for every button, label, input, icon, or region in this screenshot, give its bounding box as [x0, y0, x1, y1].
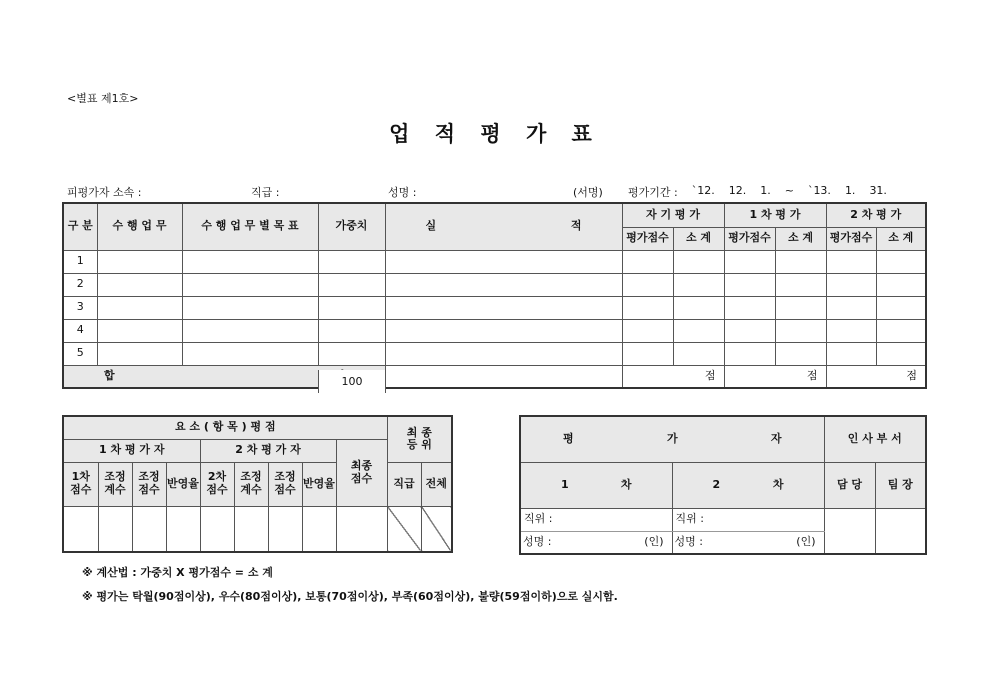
final-grade-header: 최 종 등 위 [387, 416, 452, 462]
evaluation-period [628, 184, 887, 200]
second-adj-coef-col: 조정 계수 [234, 462, 268, 506]
row-number: 4 [63, 319, 97, 342]
final-score-header: 최종 점수 [336, 439, 387, 506]
table-row [63, 342, 926, 365]
row-number: 1 [63, 250, 97, 273]
evaluator-header-c: 자 [770, 431, 782, 445]
cell-goal[interactable] [182, 273, 318, 296]
team-lead-sign-cell[interactable] [875, 508, 926, 554]
cell-weight[interactable] [318, 296, 385, 319]
second-evaluator-col [672, 462, 824, 508]
row-number: 2 [63, 273, 97, 296]
cell-task[interactable] [97, 296, 182, 319]
cell-first-subtotal[interactable] [775, 319, 826, 342]
header-goal: 수 행 업 무 별 목 표 [182, 203, 318, 250]
element-rating-title: 요 소 ( 항 목 ) 평 점 [63, 416, 387, 439]
first-total: 점 [724, 365, 826, 388]
cell-second-score[interactable] [826, 319, 876, 342]
cell-first-subtotal[interactable] [775, 250, 826, 273]
first-position-field[interactable]: 직위 : [520, 508, 672, 531]
self-score-header: 평가점수 [622, 227, 673, 250]
period-label: 평가기간 : [628, 186, 678, 199]
self-total: 점 [622, 365, 724, 388]
total-result [385, 365, 622, 388]
cell-first-subtotal[interactable] [775, 273, 826, 296]
header-weight: 가중치 [318, 203, 385, 250]
total-weight: 100 [318, 370, 386, 393]
evaluator-header-b: 가 [666, 431, 678, 445]
cell-second-adj-score[interactable] [268, 506, 302, 552]
header-task: 수 행 업 무 [97, 203, 182, 250]
cell-weight[interactable] [318, 342, 385, 365]
form-reference: <별표 제1호> [67, 92, 139, 105]
second-name-label: 성명 : [674, 534, 703, 548]
cell-second-score[interactable] [826, 342, 876, 365]
cell-result[interactable] [385, 250, 622, 273]
cell-first-subtotal[interactable] [775, 342, 826, 365]
second-evaluator-b: 차 [772, 477, 784, 491]
period-start-month: 12. [728, 184, 747, 197]
table-row [63, 296, 926, 319]
first-evaluator-col [520, 462, 672, 508]
first-seal: (인) [644, 534, 664, 548]
element-rating-entry-row [63, 506, 452, 552]
period-start-day: 1. [760, 184, 771, 197]
in-charge-sign-cell[interactable] [824, 508, 875, 554]
overall-grade-col: 전체 [421, 462, 452, 506]
header-second-eval: 2 차 평 가 [826, 203, 926, 227]
cell-second-reflect-rate[interactable] [302, 506, 336, 552]
second-position-field[interactable]: 직위 : [672, 508, 824, 531]
second-adj-score-col: 조정 점수 [268, 462, 302, 506]
first-adj-score-col: 조정 점수 [132, 462, 166, 506]
cell-first-score[interactable] [724, 273, 775, 296]
grading-note: ※ 평가는 탁월(90점이상), 우수(80점이상), 보통(70점이상), 부족(60점이상), 불량(59점이하)으로 실시함. [82, 590, 618, 603]
cell-self-score[interactable] [622, 273, 673, 296]
cell-result[interactable] [385, 319, 622, 342]
header-result-a: 실 [425, 219, 437, 233]
first-name-label: 성명 : [523, 534, 552, 548]
evaluator-header [520, 416, 824, 462]
table-row [63, 250, 926, 273]
self-subtotal-header: 소 계 [673, 227, 724, 250]
cell-second-subtotal[interactable] [876, 273, 926, 296]
period-end-month: 1. [844, 184, 856, 197]
name-label: 성명 : [388, 186, 417, 199]
cell-self-subtotal[interactable] [673, 296, 724, 319]
cell-first-score[interactable] [63, 506, 98, 552]
cell-first-adj-score[interactable] [132, 506, 166, 552]
rank-grade-col: 직급 [387, 462, 421, 506]
cell-goal[interactable] [182, 250, 318, 273]
table-row [63, 273, 926, 296]
cell-result[interactable] [385, 342, 622, 365]
period-end-day: 31. [869, 184, 887, 197]
cell-first-reflect-rate[interactable] [166, 506, 200, 552]
formula-note: ※ 계산법 : 가중치 X 평가점수 = 소 계 [82, 566, 273, 579]
period-start-year: `12. [691, 184, 715, 197]
cell-second-subtotal[interactable] [876, 319, 926, 342]
cell-result[interactable] [385, 273, 622, 296]
cell-first-score[interactable] [724, 319, 775, 342]
second-subtotal-header: 소 계 [876, 227, 926, 250]
cell-second-score[interactable] [826, 273, 876, 296]
cell-goal[interactable] [182, 296, 318, 319]
cell-self-subtotal[interactable] [673, 250, 724, 273]
cell-first-score[interactable] [724, 342, 775, 365]
header-self-eval: 자 기 평 가 [622, 203, 724, 227]
second-evaluator-header: 2 차 평 가 자 [200, 439, 336, 462]
table-row [63, 319, 926, 342]
cell-rank-grade-slashed [387, 506, 421, 552]
cell-result[interactable] [385, 296, 622, 319]
first-evaluator-header: 1 차 평 가 자 [63, 439, 200, 462]
evaluator-signature-table [519, 415, 927, 555]
cell-goal[interactable] [182, 319, 318, 342]
cell-second-subtotal[interactable] [876, 250, 926, 273]
cell-self-subtotal[interactable] [673, 273, 724, 296]
cell-overall-grade-slashed [421, 506, 452, 552]
cell-task[interactable] [97, 250, 182, 273]
first-evaluator-a: 1 [561, 477, 569, 491]
cell-final-score[interactable] [336, 506, 387, 552]
first-adj-coef-col: 조정 계수 [98, 462, 132, 506]
second-seal: (인) [796, 534, 816, 548]
cell-first-subtotal[interactable] [775, 296, 826, 319]
cell-self-subtotal[interactable] [673, 342, 724, 365]
cell-task[interactable] [97, 319, 182, 342]
row-number: 5 [63, 342, 97, 365]
cell-weight[interactable] [318, 250, 385, 273]
element-rating-table [62, 415, 453, 553]
evaluatee-dept-label: 피평가자 소속 : [67, 186, 142, 199]
hr-dept-header: 인 사 부 서 [824, 416, 926, 462]
period-end-year: `13. [807, 184, 831, 197]
cell-weight[interactable] [318, 273, 385, 296]
cell-second-score[interactable] [826, 250, 876, 273]
cell-second-score[interactable] [200, 506, 234, 552]
cell-self-subtotal[interactable] [673, 319, 724, 342]
in-charge-col: 담 당 [824, 462, 875, 508]
header-category: 구 분 [63, 203, 97, 250]
team-lead-col: 팀 장 [875, 462, 926, 508]
cell-second-subtotal[interactable] [876, 342, 926, 365]
header-result-b: 적 [570, 219, 582, 233]
cell-self-score[interactable] [622, 319, 673, 342]
first-score-header: 평가점수 [724, 227, 775, 250]
cell-second-adj-coef[interactable] [234, 506, 268, 552]
second-reflect-rate-col: 반영율 [302, 462, 336, 506]
total-row [63, 365, 926, 388]
cell-self-score[interactable] [622, 296, 673, 319]
cell-first-score[interactable] [724, 250, 775, 273]
first-score-col: 1차 점수 [63, 462, 98, 506]
rank-label: 직급 : [251, 186, 280, 199]
second-score-header: 평가점수 [826, 227, 876, 250]
first-evaluator-b: 차 [620, 477, 632, 491]
cell-weight[interactable] [318, 319, 385, 342]
header-result [385, 203, 622, 250]
document-title: 업 적 평 가 표 [389, 122, 601, 146]
cell-self-score[interactable] [622, 250, 673, 273]
cell-task[interactable] [97, 273, 182, 296]
cell-first-score[interactable] [724, 296, 775, 319]
second-total: 점 [826, 365, 926, 388]
evaluator-header-a: 평 [563, 431, 574, 445]
first-name-field[interactable] [520, 531, 672, 554]
cell-first-adj-coef[interactable] [98, 506, 132, 552]
cell-second-score[interactable] [826, 296, 876, 319]
signature-label: (서명) [573, 186, 603, 199]
row-number: 3 [63, 296, 97, 319]
first-reflect-rate-col: 반영율 [166, 462, 200, 506]
period-tilde: ~ [784, 184, 794, 197]
total-label-a: 합 [104, 368, 115, 382]
second-score-col: 2차 점수 [200, 462, 234, 506]
first-subtotal-header: 소 계 [775, 227, 826, 250]
performance-table [62, 202, 927, 389]
header-first-eval: 1 차 평 가 [724, 203, 826, 227]
cell-self-score[interactable] [622, 342, 673, 365]
second-evaluator-a: 2 [712, 477, 721, 491]
cell-goal[interactable] [182, 342, 318, 365]
second-name-field[interactable] [672, 531, 824, 554]
cell-second-subtotal[interactable] [876, 296, 926, 319]
cell-task[interactable] [97, 342, 182, 365]
